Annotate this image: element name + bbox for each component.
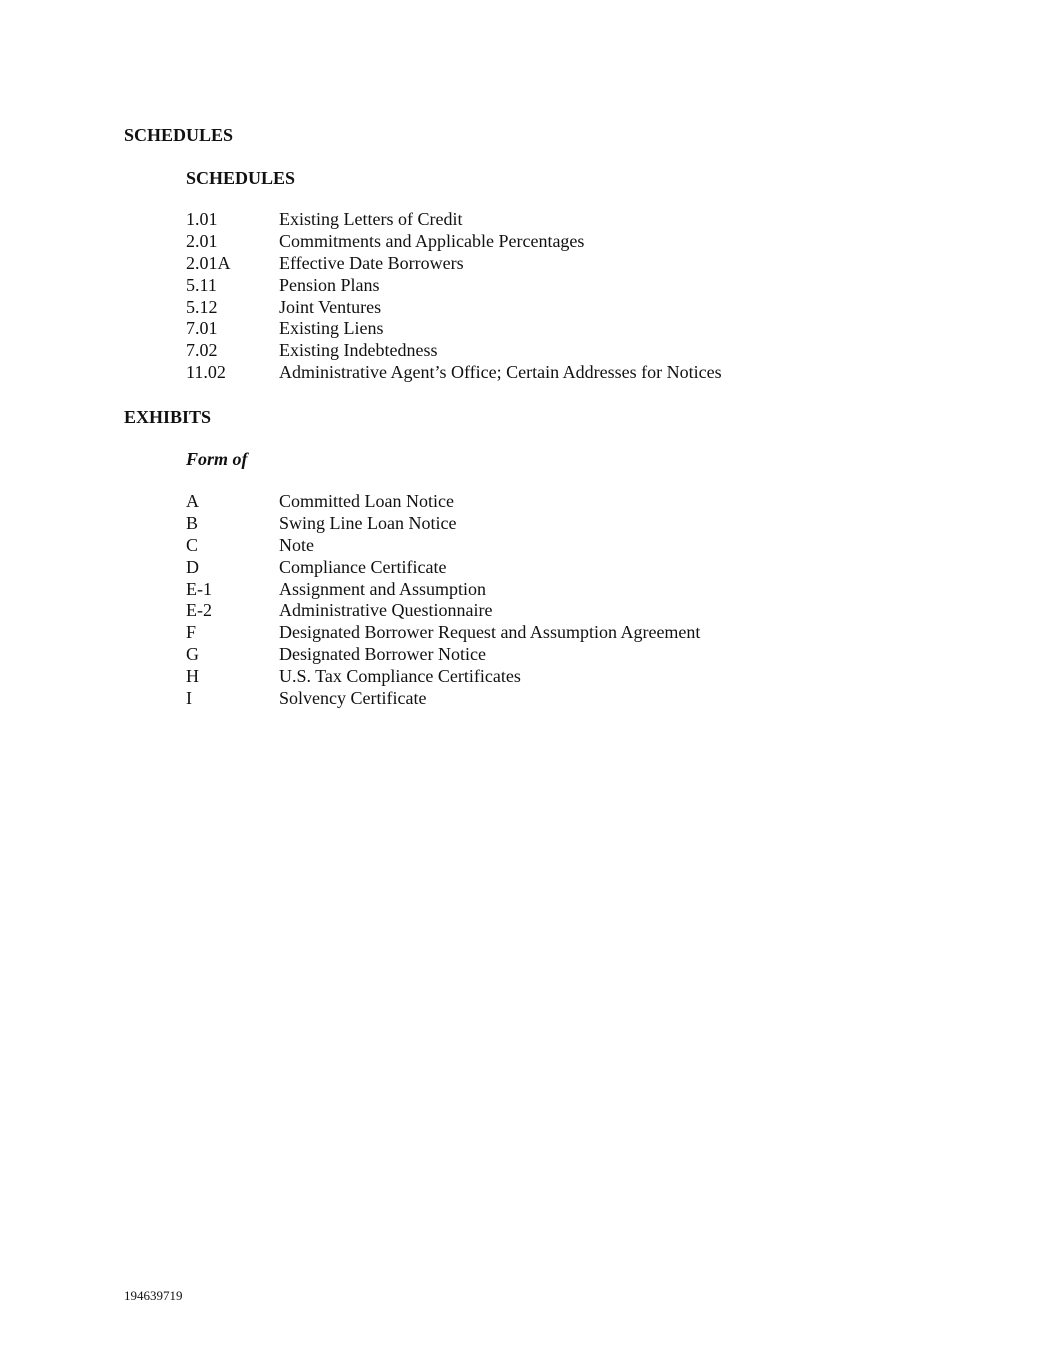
exhibit-title: U.S. Tax Compliance Certificates <box>279 666 521 687</box>
schedule-code: 7.02 <box>186 340 218 361</box>
exhibit-title: Assignment and Assumption <box>279 578 487 599</box>
schedule-item <box>186 297 722 319</box>
schedule-code: 11.02 <box>186 362 226 383</box>
schedule-title: Joint Ventures <box>279 296 382 317</box>
exhibits-subheading: Form of <box>186 449 248 469</box>
schedule-item <box>186 318 722 340</box>
exhibit-code: E-2 <box>186 600 212 621</box>
exhibit-title: Designated Borrower Notice <box>279 644 486 665</box>
exhibit-code: F <box>186 622 197 643</box>
schedule-item <box>186 253 722 275</box>
exhibit-item <box>186 557 700 579</box>
exhibit-title: Compliance Certificate <box>279 556 447 577</box>
schedule-title: Pension Plans <box>279 274 380 295</box>
exhibit-item <box>186 644 700 666</box>
schedule-title: Administrative Agent’s Office; Certain Addresses for Notices <box>279 362 722 383</box>
schedule-code: 2.01 <box>186 230 218 251</box>
exhibit-code: E-1 <box>186 578 212 599</box>
schedules-subheading: SCHEDULES <box>186 168 296 188</box>
schedule-title: Effective Date Borrowers <box>279 252 464 273</box>
schedule-title: Existing Liens <box>279 318 384 339</box>
exhibit-code: B <box>186 512 199 533</box>
schedule-item <box>186 340 722 362</box>
exhibit-title: Swing Line Loan Notice <box>279 512 457 533</box>
exhibit-title: Note <box>279 534 314 555</box>
exhibit-title: Administrative Questionnaire <box>279 600 493 621</box>
exhibit-item <box>186 666 700 688</box>
schedule-item <box>186 275 722 297</box>
schedule-item <box>186 362 722 384</box>
exhibit-title: Designated Borrower Request and Assumption Agreement <box>279 622 701 643</box>
exhibit-item <box>186 513 700 535</box>
exhibit-item <box>186 491 700 513</box>
schedule-code: 2.01A <box>186 252 231 273</box>
schedule-item <box>186 231 722 253</box>
exhibit-item <box>186 688 700 710</box>
schedule-title: Existing Indebtedness <box>279 340 438 361</box>
schedules-list <box>186 209 722 384</box>
exhibit-item <box>186 622 700 644</box>
schedule-item <box>186 209 722 231</box>
exhibit-code: C <box>186 534 199 555</box>
exhibit-code: G <box>186 644 199 665</box>
exhibit-code: D <box>186 556 199 577</box>
exhibit-item <box>186 600 700 622</box>
exhibit-code: H <box>186 666 199 687</box>
schedule-code: 1.01 <box>186 209 218 229</box>
schedules-heading: SCHEDULES <box>124 125 234 145</box>
exhibit-code: A <box>186 491 199 511</box>
schedule-title: Commitments and Applicable Percentages <box>279 230 585 251</box>
exhibit-title: Committed Loan Notice <box>279 491 454 511</box>
exhibit-code: I <box>186 688 192 709</box>
schedule-title: Existing Letters of Credit <box>279 209 463 229</box>
schedule-code: 5.11 <box>186 274 217 295</box>
exhibit-title: Solvency Certificate <box>279 688 427 709</box>
exhibits-heading: EXHIBITS <box>124 407 212 427</box>
exhibits-list <box>186 491 700 710</box>
schedule-code: 5.12 <box>186 296 218 317</box>
document-id-footer: 194639719 <box>124 1288 183 1303</box>
exhibit-item <box>186 579 700 601</box>
exhibit-item <box>186 535 700 557</box>
schedule-code: 7.01 <box>186 318 218 339</box>
